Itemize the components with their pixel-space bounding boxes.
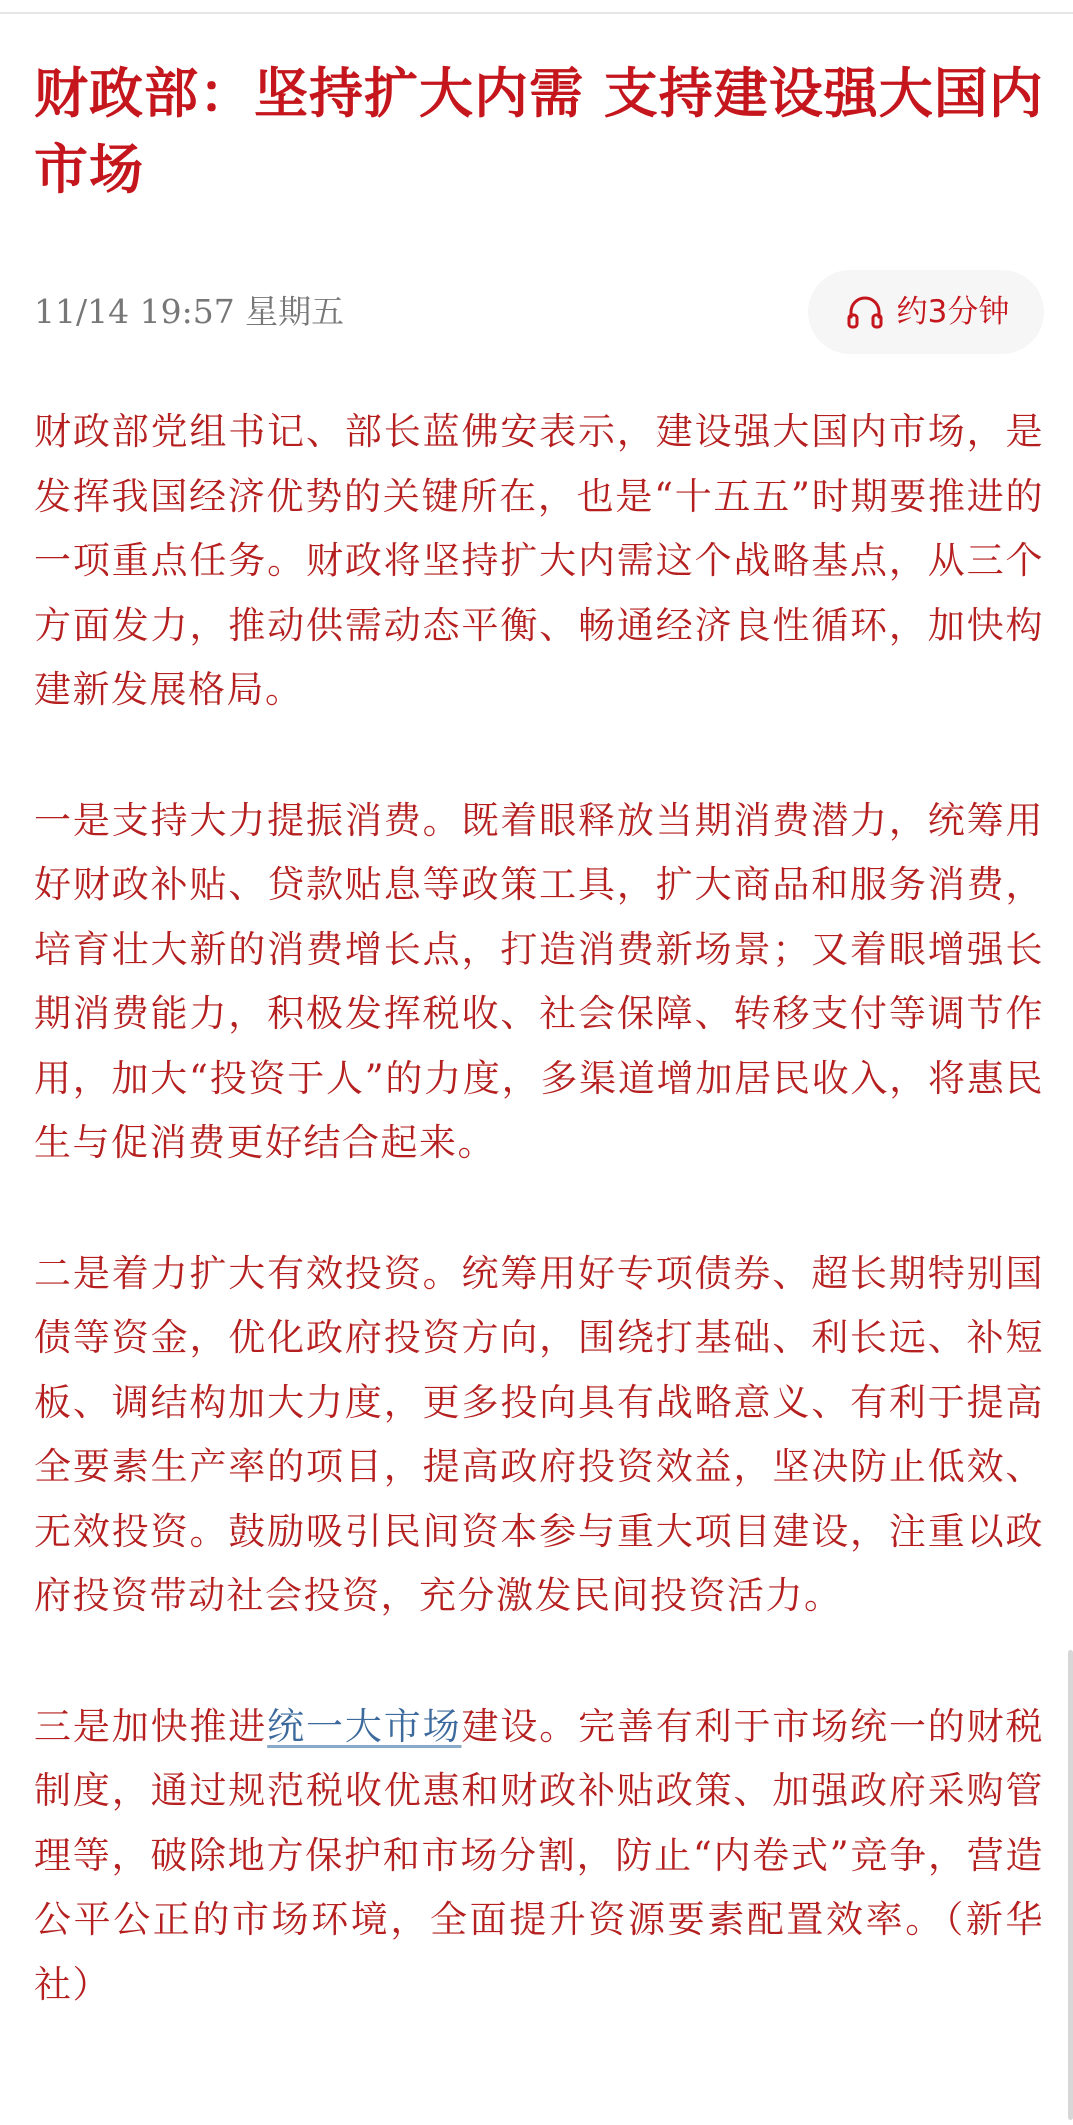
listen-button[interactable] <box>808 270 1044 354</box>
listen-duration-label: 约3分钟 <box>896 294 1010 330</box>
publish-time: 11/14 19:57 星期五 <box>34 292 345 331</box>
article-title: 财政部：坚持扩大内需 支持建设强大国内市场 <box>34 62 1044 201</box>
paragraph-unified-market <box>34 1695 1044 2018</box>
paragraph-text-after-link: 建设。完善有利于市场统一的财税制度，通过规范税收优惠和财政补贴政策、加强政府采购管理等，破除地方保护和市场分割，防止“内卷式”竞争，营造公平公正的市场环境，全面提升资源要素配置效率。（新华社） <box>34 1704 1045 2006</box>
scrollbar[interactable] <box>1068 1650 1073 2120</box>
article-meta <box>34 270 1044 356</box>
article-body <box>34 400 1044 2083</box>
unified-market-link[interactable]: 统一大市场 <box>267 1704 462 1748</box>
paragraph-consumption: 一是支持大力提振消费。既着眼释放当期消费潜力，统筹用好财政补贴、贷款贴息等政策工具，扩大商品和服务消费，培育壮大新的消费增长点，打造消费新场景；又着眼增强长期消费能力，积极发挥税收、社会保障、转移支付等调节作用，加大“投资于人”的力度，多渠道增加居民收入，将惠民生与促消费更好结合起来。 <box>34 798 1044 1164</box>
paragraph-intro: 财政部党组书记、部长蓝佛安表示，建设强大国内市场，是发挥我国经济优势的关键所在，也是“十五五”时期要推进的一项重点任务。财政将坚持扩大内需这个战略基点，从三个方面发力，推动供需动态平衡、畅通经济良性循环，加快构建新发展格局。 <box>34 410 1044 711</box>
headphones-icon <box>843 290 887 334</box>
top-divider <box>0 12 1073 14</box>
paragraph-investment: 二是着力扩大有效投资。统筹用好专项债券、超长期特别国债等资金，优化政府投资方向，围绕打基础、利长远、补短板、调结构加大力度，更多投向具有战略意义、有利于提高全要素生产率的项目，提高政府投资效益，坚决防止低效、无效投资。鼓励吸引民间资本参与重大项目建设，注重以政府投资带动社会投资，充分激发民间投资活力。 <box>34 1251 1044 1617</box>
paragraph-text-before-link: 三是加快推进 <box>34 1704 268 1748</box>
